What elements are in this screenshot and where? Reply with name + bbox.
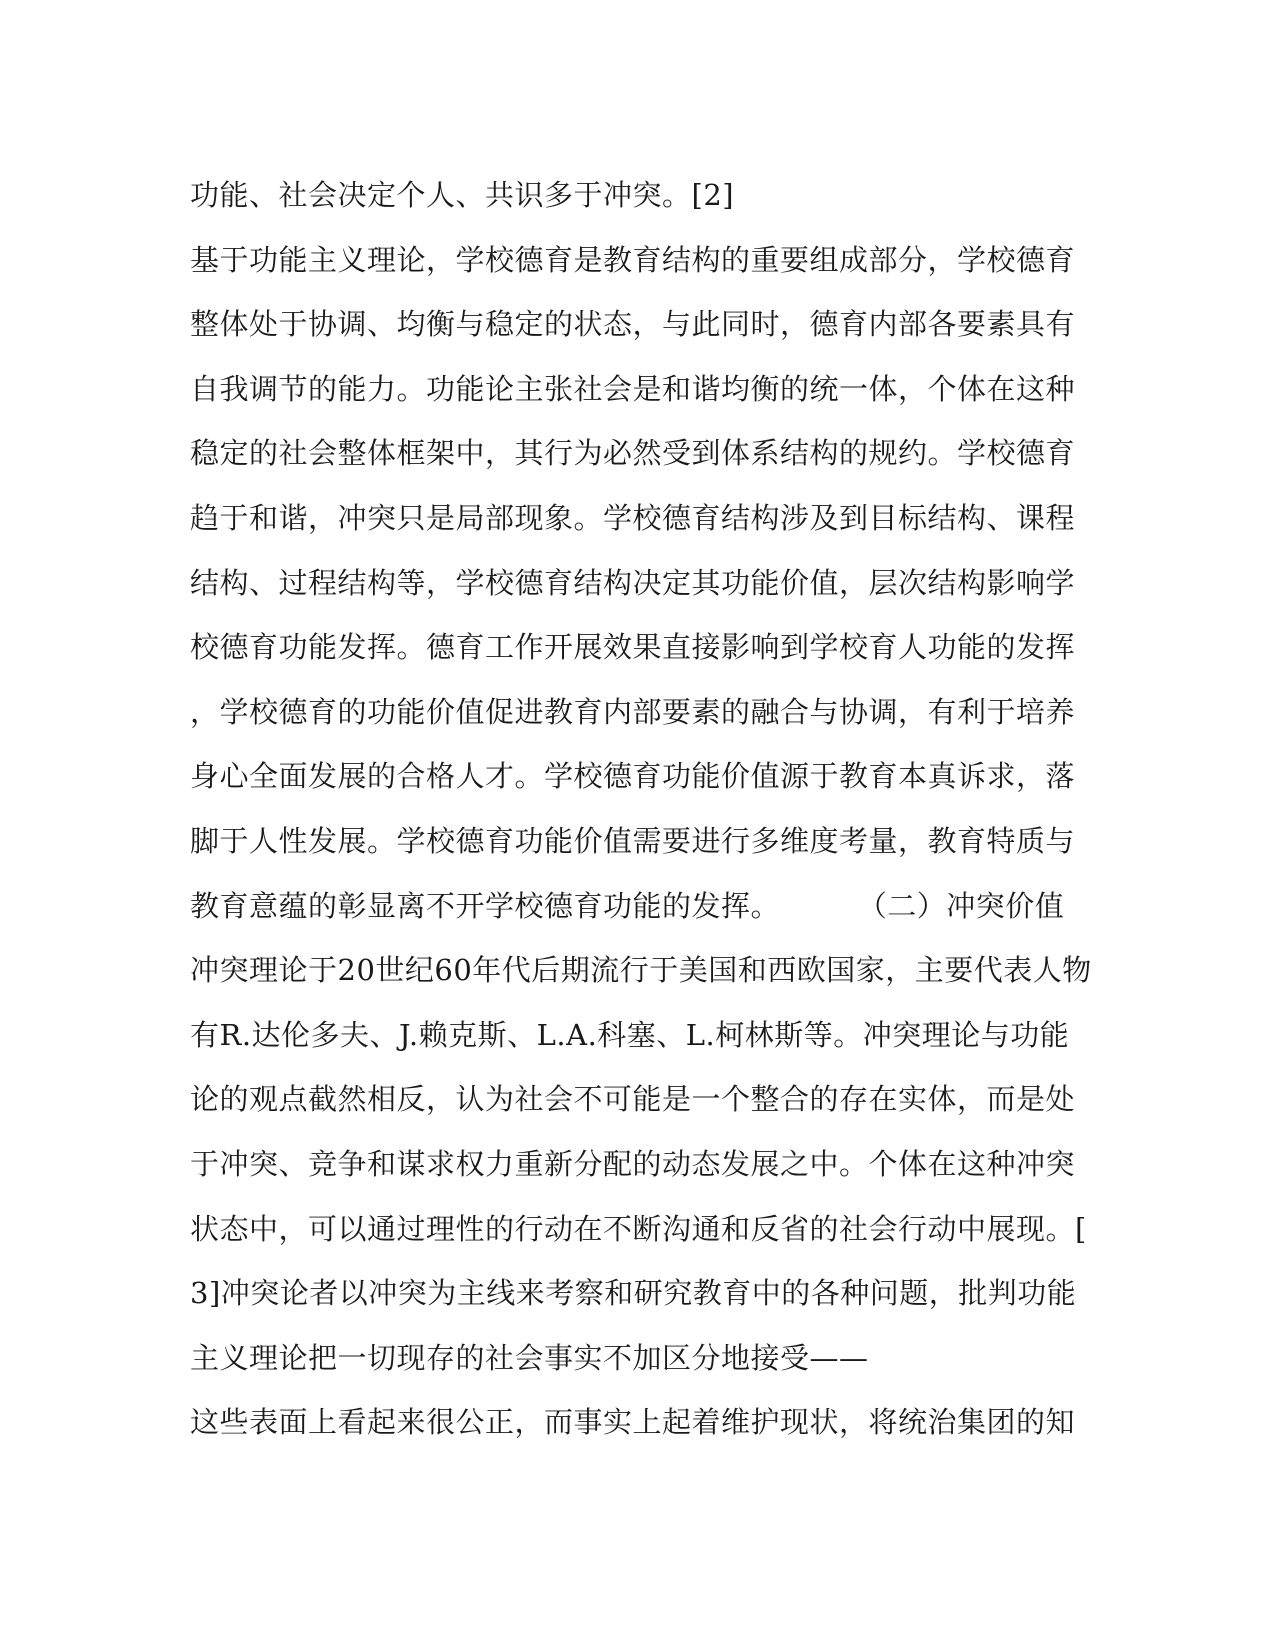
text-line: 这些表面上看起来很公正，而事实上起着维护现状，将统治集团的知 bbox=[190, 1405, 1076, 1440]
text-line: 结构、过程结构等，学校德育结构决定其功能价值，层次结构影响学 bbox=[190, 565, 1076, 600]
text-line: 基于功能主义理论，学校德育是教育结构的重要组成部分，学校德育 bbox=[190, 242, 1076, 277]
text-line: 自我调节的能力。功能论主张社会是和谐均衡的统一体，个体在这种 bbox=[190, 371, 1076, 406]
text-line: 3]冲突论者以冲突为主线来考察和研究教育中的各种问题，批判功能 bbox=[190, 1276, 1077, 1311]
text-line: 身心全面发展的合格人才。学校德育功能价值源于教育本真诉求，落 bbox=[190, 759, 1076, 794]
text-line: 论的观点截然相反，认为社会不可能是一个整合的存在实体，而是处 bbox=[190, 1082, 1076, 1117]
body-text bbox=[190, 163, 1090, 1455]
text-line: 状态中，可以通过理性的行动在不断沟通和反省的社会行动中展现。[ bbox=[190, 1211, 1087, 1246]
text-line: 稳定的社会整体框架中，其行为必然受到体系结构的规约。学校德育 bbox=[190, 436, 1076, 471]
text-line: 有R.达伦多夫、J.赖克斯、L.A.科塞、L.柯林斯等。冲突理论与功能 bbox=[190, 1017, 1070, 1052]
text-line: 功能、社会决定个人、共识多于冲突。[2] bbox=[190, 178, 735, 212]
text-line: ，学校德育的功能价值促进教育内部要素的融合与协调，有利于培养 bbox=[190, 694, 1076, 729]
text-line: 脚于人性发展。学校德育功能价值需要进行多维度考量，教育特质与 bbox=[190, 823, 1076, 858]
text-line: 于冲突、竞争和谋求权力重新分配的动态发展之中。个体在这种冲突 bbox=[190, 1146, 1076, 1181]
text-line: 趋于和谐，冲突只是局部现象。学校德育结构涉及到目标结构、课程 bbox=[190, 500, 1076, 535]
section-heading-line: 教育意蕴的彰显离不开学校德育功能的发挥。 （二）冲突价值 bbox=[190, 888, 1065, 923]
text-line: 冲突理论于20世纪60年代后期流行于美国和西欧国家，主要代表人物 bbox=[190, 953, 1092, 988]
text-line: 主义理论把一切现存的社会事实不加区分地接受—— bbox=[190, 1340, 869, 1375]
text-line: 整体处于协调、均衡与稳定的状态，与此同时，德育内部各要素具有 bbox=[190, 307, 1076, 342]
text-line: 校德育功能发挥。德育工作开展效果直接影响到学校育人功能的发挥 bbox=[190, 630, 1076, 665]
